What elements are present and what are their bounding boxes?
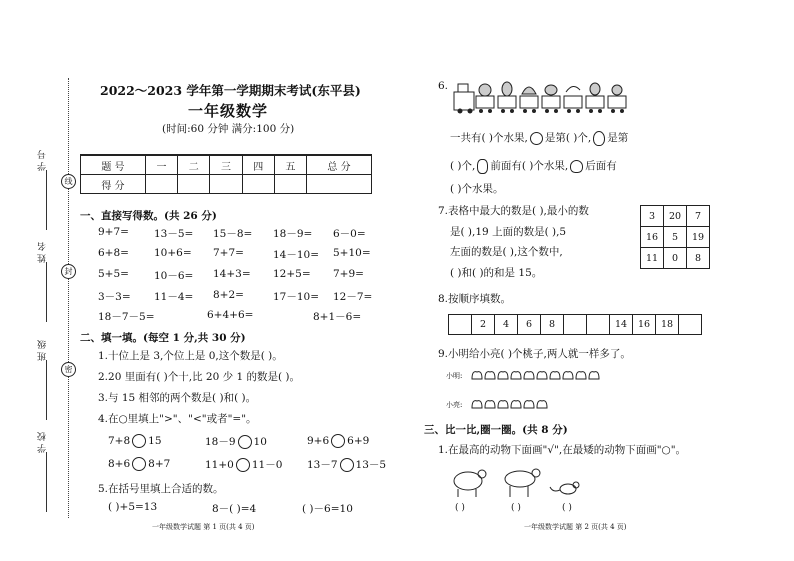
answer-paren[interactable]: ( ) — [455, 503, 465, 513]
seq-cell[interactable] — [587, 315, 610, 335]
calc-item: 7+7= — [213, 247, 244, 259]
peach-icon — [589, 372, 599, 379]
seq-cell: 4 — [495, 315, 518, 335]
xiaoming-label: 小明: — [446, 372, 463, 380]
train-chimney — [458, 84, 468, 92]
compare-item: 18－9 10 — [205, 436, 267, 448]
answer-paren[interactable]: ( ) — [562, 503, 572, 513]
fruit-icons — [479, 82, 622, 96]
peach-row — [470, 368, 602, 382]
seq-cell: 18 — [656, 315, 679, 335]
calc-item: 10+6= — [154, 247, 192, 259]
grid-cell: 16 — [641, 227, 664, 248]
compare-circle[interactable] — [236, 458, 250, 472]
peach-row — [470, 397, 550, 411]
calc-item: 13－5= — [154, 228, 194, 240]
xiaoliang-label: 小亮: — [446, 401, 463, 409]
sequence-row — [448, 314, 702, 335]
seq-cell: 6 — [518, 315, 541, 335]
peach-icon — [524, 372, 534, 379]
seq-cell: 16 — [633, 315, 656, 335]
calc-item: 6+4+6= — [207, 309, 254, 321]
fill-blank-equation: ( )+5=13 — [108, 501, 158, 513]
fill-question-1: 1.十位上是 3,个位上是 0,这个数是( )。 — [98, 350, 283, 362]
calc-item: 7+9= — [333, 268, 364, 280]
grid-cell: 11 — [641, 248, 664, 269]
seq-cell: 2 — [472, 315, 495, 335]
fill-question-3: 3.与 15 相邻的两个数是( )和( )。 — [98, 392, 257, 404]
fill-question-5: 5.在括号里填上合适的数。 — [98, 483, 224, 495]
compare-circle[interactable] — [132, 434, 146, 448]
grid-cell: 19 — [687, 227, 710, 248]
grid-cell: 20 — [664, 206, 687, 227]
peach-icon — [498, 401, 508, 408]
q6-line2: ( )个, 前面有( )个水果, 后面有 — [450, 160, 617, 172]
compare-circle[interactable] — [340, 458, 354, 472]
question-9: 9.小明给小亮( )个桃子,两人就一样多了。 — [438, 348, 631, 360]
school-label: 学 校 — [38, 432, 48, 453]
fill-blank-equation: ( )－6=10 — [302, 503, 353, 515]
q6-line1: 一共有( )个水果, 是第( )个, 是第 — [450, 132, 629, 144]
binding-mark: 密 — [61, 362, 76, 377]
section3-question-1: 1.在最高的动物下面画"√",在最矮的动物下面画"○"。 — [438, 444, 687, 456]
student-id-label: 学 号 — [38, 150, 48, 171]
calc-item: 14－10= — [273, 249, 320, 261]
peach-icon — [576, 372, 586, 379]
compare-item: 13－7 13－5 — [307, 459, 387, 471]
train-wheels — [458, 109, 625, 114]
sheep-icon — [454, 470, 486, 497]
peach-icon — [511, 401, 521, 408]
compare-item: 8+6 8+7 — [108, 458, 171, 470]
calc-item: 9+7= — [98, 226, 129, 238]
name-label: 姓 名 — [38, 242, 48, 263]
compare-item: 9+6 6+9 — [307, 435, 370, 447]
peach-icon — [563, 372, 573, 379]
score-input-cell[interactable] — [145, 175, 177, 194]
calc-item: 6－0= — [333, 228, 366, 240]
calc-item: 18－7－5= — [98, 311, 155, 323]
binding-dashed-line — [68, 78, 69, 518]
question-8: 8.按顺序填数。 — [438, 293, 512, 305]
grid-cell: 5 — [664, 227, 687, 248]
score-cell: 二 — [178, 155, 210, 175]
fill-question-4: 4.在○里填上">"、"<"或者"="。 — [98, 413, 257, 425]
calc-item: 5+5= — [98, 268, 129, 280]
q7-line: 7.表格中最大的数是( ),最小的数 — [438, 205, 589, 217]
binding-mark: 封 — [61, 264, 76, 279]
score-cell: 总 分 — [307, 155, 372, 175]
calc-item: 12+5= — [273, 268, 311, 280]
score-input-cell[interactable] — [307, 175, 372, 194]
page-footer-right: 一年级数学试题 第 2 页(共 4 页) — [524, 523, 627, 531]
calc-item: 18－9= — [273, 228, 313, 240]
fill-blank-equation: 8－( )=4 — [212, 503, 257, 515]
score-cell: 五 — [274, 155, 306, 175]
exam-info: (时间:60 分钟 满分:100 分) — [162, 123, 295, 135]
calc-item: 17－10= — [273, 291, 320, 303]
score-cell: 题 号 — [81, 155, 146, 175]
peach-icon — [570, 160, 583, 173]
grid-cell: 0 — [664, 248, 687, 269]
section3-title: 三、比一比,圈一圈。(共 8 分) — [424, 424, 568, 436]
q6-line3: ( )个水果。 — [450, 183, 504, 195]
seq-cell: 14 — [610, 315, 633, 335]
class-line — [46, 360, 47, 420]
grid-cell: 7 — [687, 206, 710, 227]
page-footer-left: 一年级数学试题 第 1 页(共 4 页) — [152, 523, 255, 531]
score-cell: 三 — [210, 155, 242, 175]
score-cell: 四 — [242, 155, 274, 175]
compare-item: 7+8 15 — [108, 435, 162, 447]
calc-item: 6+8= — [98, 247, 129, 259]
xiaoming-peaches — [470, 367, 602, 386]
score-input-cell[interactable] — [242, 175, 274, 194]
train-cars — [476, 96, 626, 108]
calc-item: 15－8= — [213, 228, 253, 240]
section2-title: 二、填一填。(每空 1 分,共 30 分) — [80, 332, 246, 344]
peach-icon — [485, 401, 495, 408]
score-input-cell[interactable] — [274, 175, 306, 194]
compare-item: 11+0 11－0 — [205, 459, 283, 471]
q7-line: 是( ),19 上面的数是( ),5 — [450, 226, 567, 238]
school-line — [46, 452, 47, 512]
seq-cell[interactable] — [679, 315, 702, 335]
peach-icon — [550, 372, 560, 379]
grid-cell: 8 — [687, 248, 710, 269]
seq-cell[interactable] — [449, 315, 472, 335]
number-grid — [640, 205, 710, 269]
peach-icon — [511, 372, 521, 379]
pear-icon — [593, 131, 605, 146]
score-input-cell[interactable] — [210, 175, 242, 194]
section1-title: 一、直接写得数。(共 26 分) — [80, 210, 217, 222]
calc-item: 10－6= — [154, 270, 194, 282]
xiaoliang-peaches — [470, 396, 550, 415]
grid-cell: 3 — [641, 206, 664, 227]
peach-icon — [472, 372, 482, 379]
seq-cell[interactable] — [564, 315, 587, 335]
calc-item: 3－3= — [98, 291, 131, 303]
seq-cell: 8 — [541, 315, 564, 335]
calc-item: 5+10= — [333, 247, 371, 259]
calc-item: 11－4= — [154, 291, 194, 303]
calc-item: 12－7= — [333, 291, 373, 303]
peach-icon — [537, 372, 547, 379]
cow-icon — [505, 469, 540, 497]
score-input-cell[interactable] — [178, 175, 210, 194]
compare-circle[interactable] — [238, 435, 252, 449]
score-cell: 一 — [145, 155, 177, 175]
peach-icon — [472, 401, 482, 408]
student-id-line — [46, 170, 47, 230]
exam-title: 2022～2023 学年第一学期期末考试(东平县) — [100, 83, 361, 98]
peach-icon — [524, 401, 534, 408]
q7-line: ( )和( )的和是 15。 — [450, 267, 543, 279]
subject-title: 一年级数学 — [188, 102, 269, 120]
fruit-train-picture — [452, 78, 632, 114]
peach-icon — [537, 401, 547, 408]
binding-mark: 线 — [61, 174, 76, 189]
calc-item: 8+2= — [213, 289, 244, 301]
compare-circle[interactable] — [132, 457, 146, 471]
class-label: 班 级 — [38, 340, 48, 361]
calc-item: 14+3= — [213, 268, 251, 280]
compare-circle[interactable] — [331, 434, 345, 448]
mouse-icon — [550, 482, 579, 494]
peach-icon — [485, 372, 495, 379]
animals-picture — [448, 465, 588, 501]
score-table — [80, 154, 372, 194]
name-line — [46, 262, 47, 322]
q7-line: 左面的数是( ),这个数中, — [450, 246, 563, 258]
question-6-number: 6. — [438, 80, 449, 92]
calc-item: 8+1－6= — [313, 311, 362, 323]
score-cell: 得 分 — [81, 175, 146, 194]
pineapple-icon — [477, 159, 488, 174]
fill-question-2: 2.20 里面有( )个十,比 20 少 1 的数是( )。 — [98, 371, 301, 383]
answer-paren[interactable]: ( ) — [511, 503, 521, 513]
peach-icon — [498, 372, 508, 379]
apple-icon — [530, 132, 543, 145]
train-engine — [454, 92, 474, 110]
